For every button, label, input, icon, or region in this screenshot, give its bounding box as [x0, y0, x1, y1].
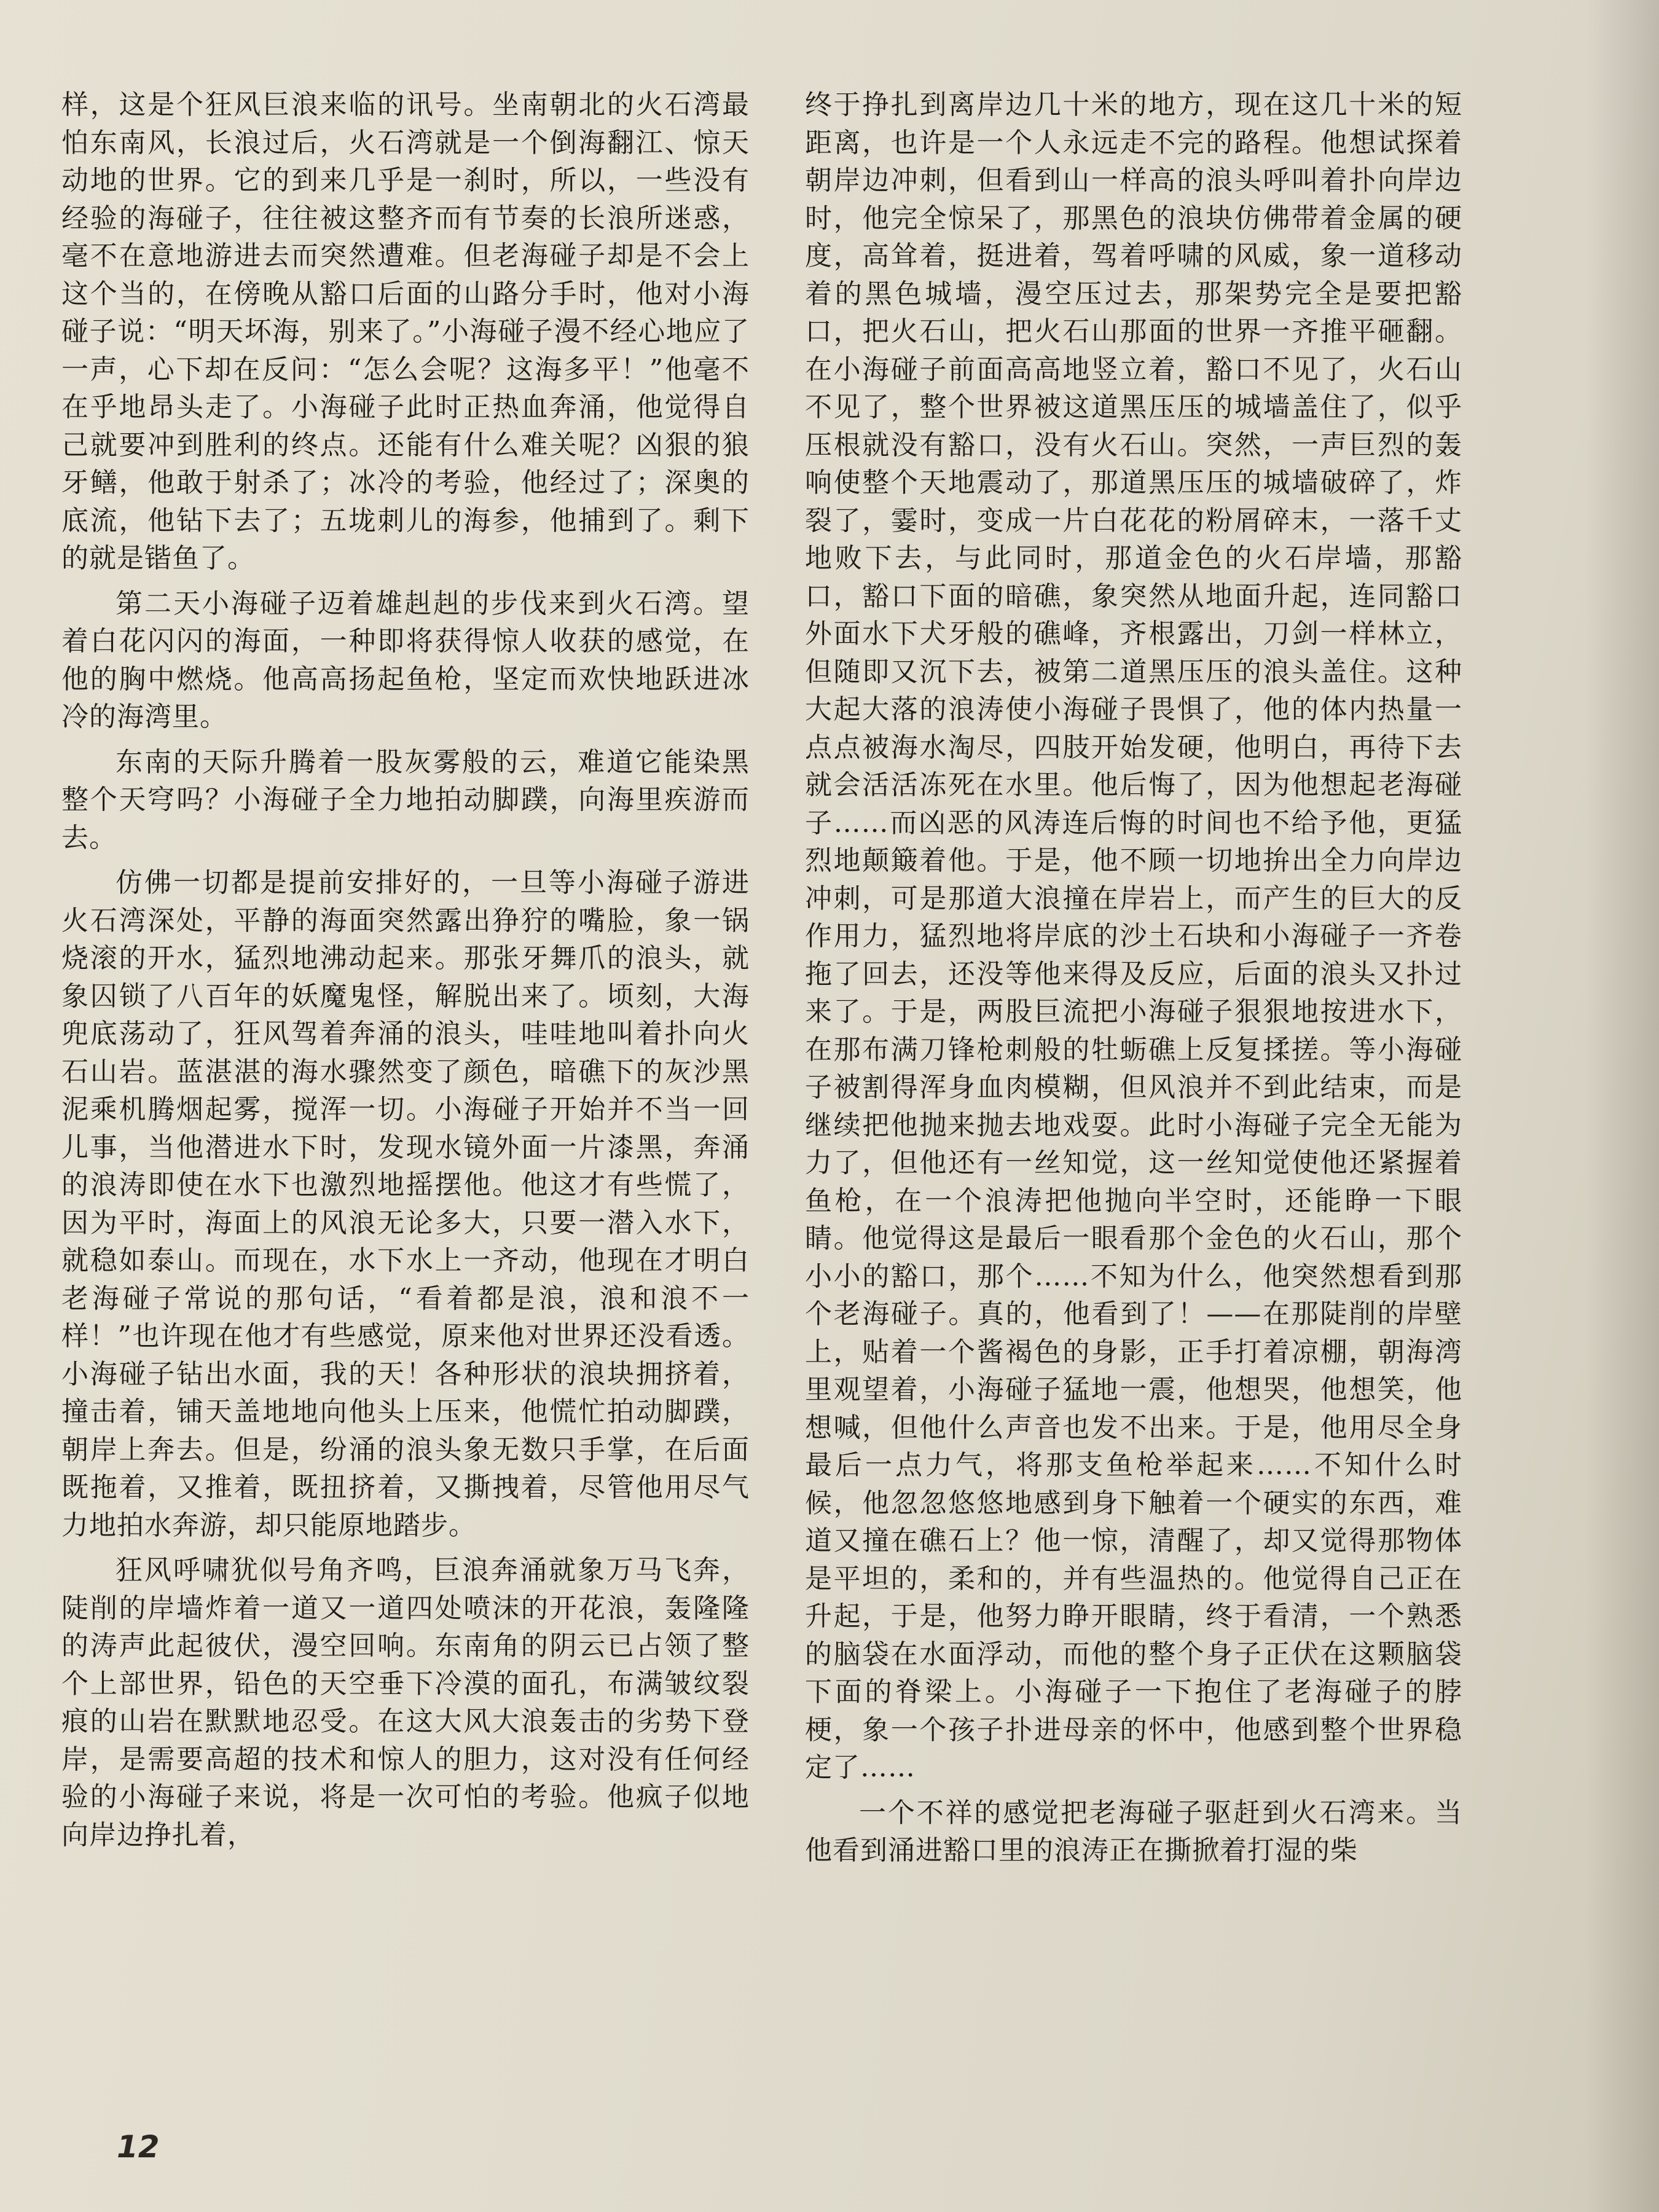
paragraph: 终于挣扎到离岸边几十米的地方，现在这几十米的短距离，也许是一个人永远走不完的路程。他想试探着朝岸边冲刺，但看到山一样高的浪头呼叫着扑向岸边时，他完全惊呆了，那黑色的浪块仿佛带着金属的硬度，高耸着，挺进着，驾着呼啸的风威，象一道移动着的黑色城墙，漫空压过去，那架势完全是要把豁口，把火石山，把火石山那面的世界一齐推平砸翻。在小海碰子前面高高地竖立着，豁口不见了，火石山不见了，整个世界被这道黑压压的城墙盖住了，似乎压根就没有豁口，没有火石山。突然，一声巨烈的轰响使整个天地震动了，那道黑压压的城墙破碎了，炸裂了，霎时，变成一片白花花的粉屑碎末，一落千丈地败下去，与此同时，那道金色的火石岸墙，那豁口，豁口下面的暗礁，象突然从地面升起，连同豁口外面水下犬牙般的礁峰，齐根露出，刀剑一样林立，但随即又沉下去，被第二道黑压压的浪头盖住。这种大起大落的浪涛使小海碰子畏惧了，他的体内热量一点点被海水淘尽，四肢开始发硬，他明白，再待下去就会活活冻死在水里。他后悔了，因为他想起老海碰子……而凶恶的风涛连后悔的时间也不给予他，更猛烈地颠簸着他。于是，他不顾一切地拚出全力向岸边冲刺，可是那道大浪撞在岸岩上，而产生的巨大的反作用力，猛烈地将岸底的沙土石块和小海碰子一齐卷拖了回去，还没等他来得及反应，后面的浪头又扑过来了。于是，两股巨流把小海碰子狠狠地按进水下，在那布满刀锋枪刺般的牡蛎礁上反复揉搓。等小海碰子被割得浑身血肉模糊，但风浪并不到此结束，而是继续把他抛来抛去地戏耍。此时小海碰子完全无能为力了，但他还有一丝知觉，这一丝知觉使他还紧握着鱼枪，在一个浪涛把他抛向半空时，还能睁一下眼睛。他觉得这是最后一眼看那个金色的火石山，那个小小的豁口，那个……不知为什么，他突然想看到那个老海碰子。真的，他看到了！——在那陡削的岸壁上，贴着一个酱褐色的身影，正手打着凉棚，朝海湾里观望着，小海碰子猛地一震，他想哭，他想笑，他想喊，但他什么声音也发不出来。于是，他用尽全身最后一点力气，将那支鱼枪举起来……不知什么时候，他忽忽悠悠地感到身下触着一个硬实的东西，难道又撞在礁石上？他一惊，清醒了，却又觉得那物体是平坦的，柔和的，并有些温热的。他觉得自己正在升起，于是，他努力睁开眼睛，终于看清，一个熟悉的脑袋在水面浮动，而他的整个身子正伏在这颗脑袋下面的脊梁上。小海碰子一下抱住了老海碰子的脖梗，象一个孩子扑进母亲的怀中，他感到整个世界稳定了…… [805, 89, 1462, 1783]
paragraph: 狂风呼啸犹似号角齐鸣，巨浪奔涌就象万马飞奔，陡削的岸墙炸着一道又一道四处喷沫的开花浪，轰隆隆的涛声此起彼伏，漫空回响。东南角的阴云已占领了整个上部世界，铅色的天空垂下冷漠的面孔，布满皱纹裂痕的山岩在默默地忍受。在这大风大浪轰击的劣势下登岸，是需要高超的技术和惊人的胆力，这对没有任何经验的小海碰子来说，将是一次可怕的考验。他疯子似地向岸边挣扎着， [61, 1555, 750, 1851]
page-edge-shadow [1585, 0, 1659, 2212]
paragraph: 仿佛一切都是提前安排好的，一旦等小海碰子游进火石湾深处，平静的海面突然露出狰狞的嘴脸，象一锅烧滚的开水，猛烈地沸动起来。那张牙舞爪的浪头，就象囚锁了八百年的妖魔鬼怪，解脱出来了。顷刻，大海兜底荡动了，狂风驾着奔涌的浪头，哇哇地叫着扑向火石山岩。蓝湛湛的海水骤然变了颜色，暗礁下的灰沙黑泥乘机腾烟起雾，搅浑一切。小海碰子开始并不当一回儿事，当他潜进水下时，发现水镜外面一片漆黑，奔涌的浪涛即使在水下也激烈地摇摆他。他这才有些慌了，因为平时，海面上的风浪无论多大，只要一潜入水下，就稳如泰山。而现在，水下水上一齐动，他现在才明白老海碰子常说的那句话，“看着都是浪，浪和浪不一样！”也许现在他才有些感觉，原来他对世界还没看透。小海碰子钻出水面，我的天！各种形状的浪块拥挤着，撞击着，铺天盖地地向他头上压来，他慌忙拍动脚蹼，朝岸上奔去。但是，纷涌的浪头象无数只手掌，在后面既拖着，又推着，既扭挤着，又撕拽着，尽管他用尽气力地拍水奔游，却只能原地踏步。 [61, 867, 750, 1541]
paragraph: 东南的天际升腾着一股灰雾般的云，难道它能染黑整个天穹吗？小海碰子全力地拍动脚蹼，向海里疾游而去。 [61, 746, 750, 853]
right-text-column [805, 86, 1462, 1877]
paragraph: 样，这是个狂风巨浪来临的讯号。坐南朝北的火石湾最怕东南风，长浪过后，火石湾就是一个倒海翻江、惊天动地的世界。它的到来几乎是一刹时，所以，一些没有经验的海碰子，往往被这整齐而有节奏的长浪所迷惑，毫不在意地游进去而突然遭难。但老海碰子却是不会上这个当的，在傍晚从豁口后面的山路分手时，他对小海碰子说：“明天坏海，别来了。”小海碰子漫不经心地应了一声，心下却在反问：“怎么会呢？这海多平！”他毫不在乎地昂头走了。小海碰子此时正热血奔涌，他觉得自己就要冲到胜利的终点。还能有什么难关呢？凶狠的狼牙鳝，他敢于射杀了；冰冷的考验，他经过了；深奥的底流，他钻下去了；五垅刺儿的海参，他捕到了。剩下的就是锴鱼了。 [61, 89, 750, 574]
page-number: 12 [117, 2129, 160, 2165]
paragraph: 一个不祥的感觉把老海碰子驱赶到火石湾来。当他看到涌进豁口里的浪涛正在撕掀着打湿的柴 [805, 1797, 1462, 1866]
left-text-column [61, 86, 750, 1861]
paragraph: 第二天小海碰子迈着雄赳赳的步伐来到火石湾。望着白花闪闪的海面，一种即将获得惊人收获的感觉，在他的胸中燃烧。他高高扬起鱼枪，坚定而欢快地跃进冰冷的海湾里。 [61, 587, 750, 732]
